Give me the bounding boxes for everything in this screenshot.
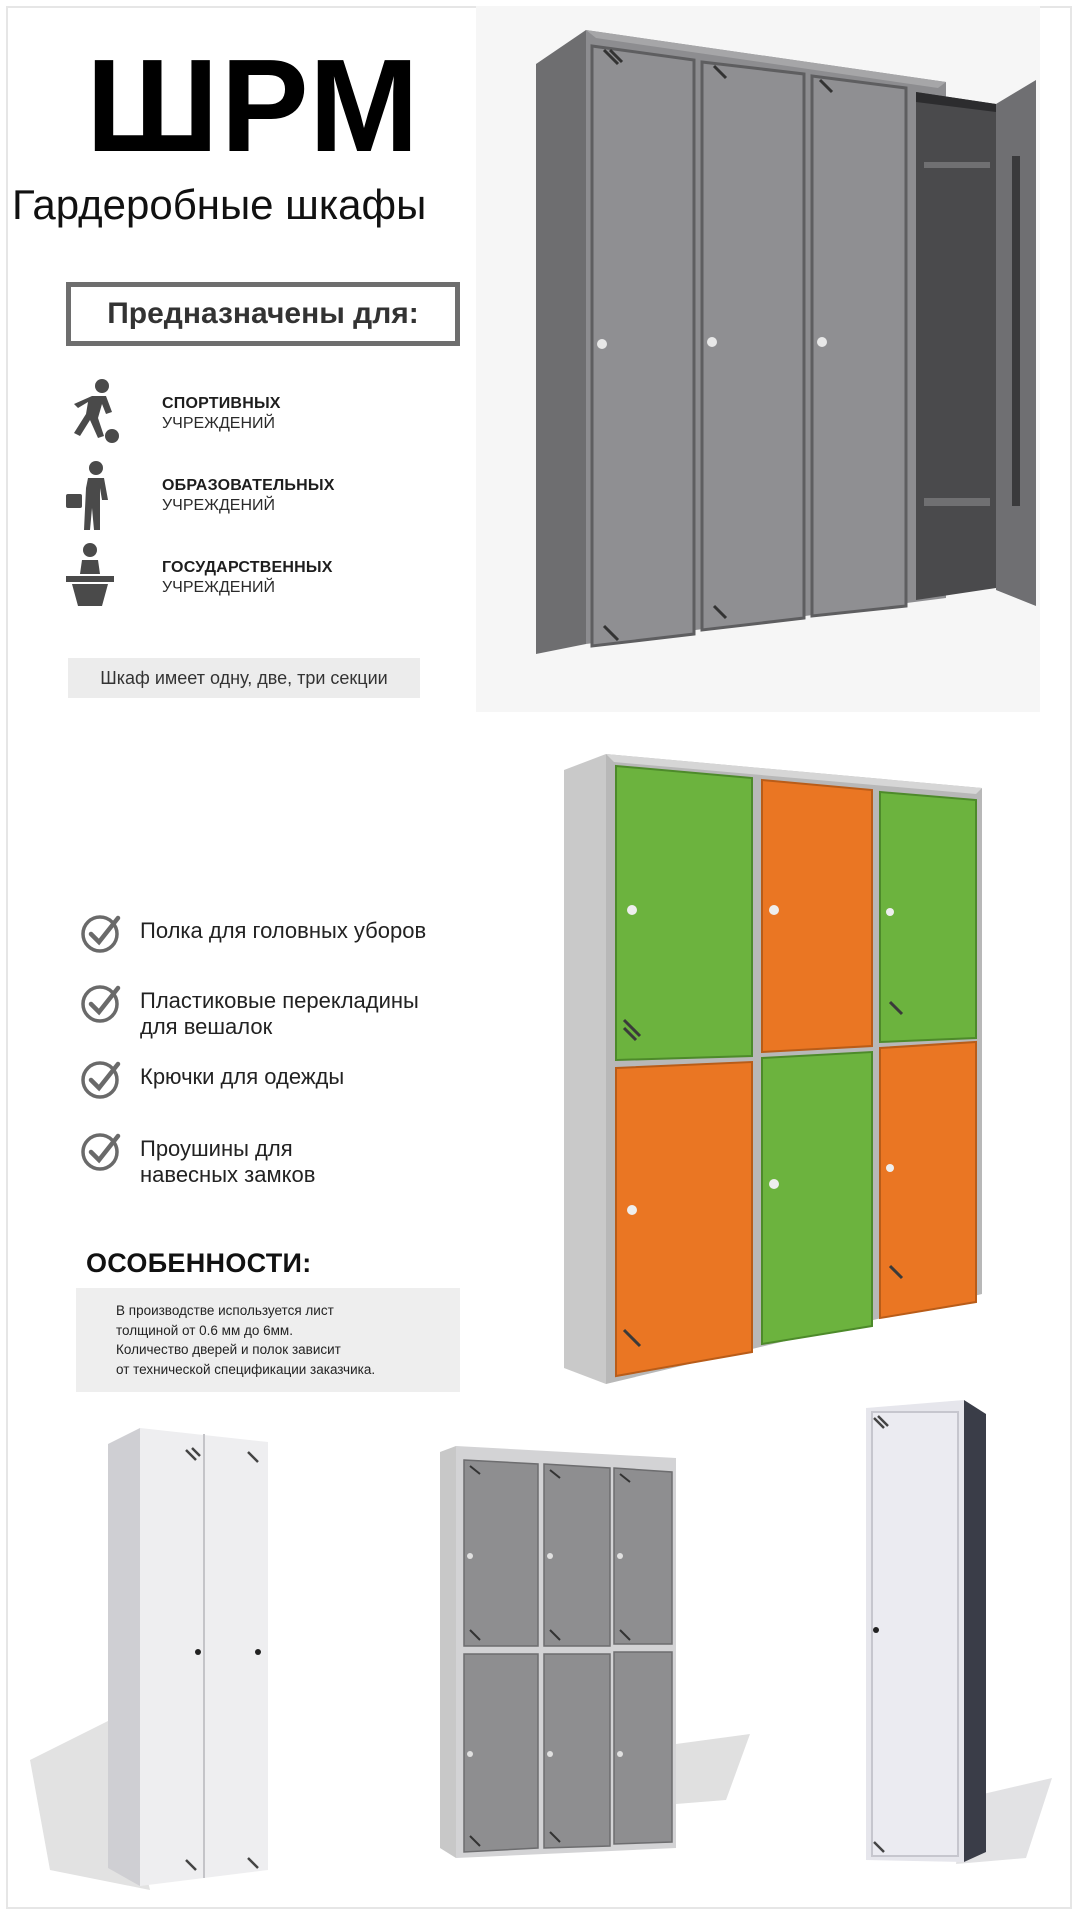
page-subtitle: Гардеробные шкафы [12,181,427,228]
grey-locker-image [476,6,1040,712]
feature-item [80,912,426,954]
sports-person-icon [62,378,124,450]
locker-door-orange [762,780,872,1052]
purpose-item-education [62,458,402,534]
purpose-label: ГОСУДАРСТВЕННЫХ [162,559,333,576]
white-locker-illustration [30,1420,300,1890]
feature-label: Крючки для одежды [140,1064,345,1089]
purpose-sublabel: УЧРЕЖДЕНИЙ [162,415,276,432]
locker-door-green [616,766,752,1060]
locker-door-orange [880,1042,976,1318]
colored-locker-illustration [556,748,988,1388]
feature-label: Проушины для [140,1136,293,1161]
feature-label-line2: для вешалок [140,1013,273,1039]
feature-item [80,982,419,1040]
sections-note: Шкаф имеет одну, две, три секции [68,658,420,698]
purpose-sublabel: УЧРЕЖДЕНИЙ [162,497,276,514]
note-line: толщиной от 0.6 мм до 6мм. [116,1322,293,1338]
feature-item [80,1130,315,1188]
checkmark-circle-icon [80,1058,122,1100]
purpose-label: ОБРАЗОВАТЕЛЬНЫХ [162,477,335,494]
checkmark-circle-icon [80,1130,122,1172]
designed-for-heading: Предназначены для: [66,282,460,346]
note-line: В производстве используется лист [116,1303,334,1318]
features-heading: ОСОБЕННОСТИ: [86,1248,312,1278]
feature-label-line2: навесных замков [140,1161,316,1187]
purpose-item-government [62,540,402,616]
page-title: ШРМ [86,32,421,179]
student-icon [62,460,124,532]
single-locker-illustration [856,1398,1052,1866]
feature-label: Пластиковые перекладины [140,988,419,1013]
note-line: Количество дверей и полок зависит [116,1342,341,1358]
note-line: от технической спецификации заказчика. [116,1361,376,1377]
feature-item [80,1058,344,1100]
locker-door-green [762,1052,872,1344]
grey-six-door-locker-illustration [426,1444,752,1864]
purpose-sublabel: УЧРЕЖДЕНИЙ [162,579,276,596]
feature-label: Полка для головных уборов [140,918,427,943]
locker-door-orange [616,1062,752,1376]
purpose-label: СПОРТИВНЫХ [162,395,281,412]
purpose-item-sports [62,376,402,452]
features-note-box [76,1288,460,1392]
speaker-podium-icon [62,542,124,614]
checkmark-circle-icon [80,912,122,954]
grey-locker-illustration [476,6,1040,712]
checkmark-circle-icon [80,982,122,1024]
